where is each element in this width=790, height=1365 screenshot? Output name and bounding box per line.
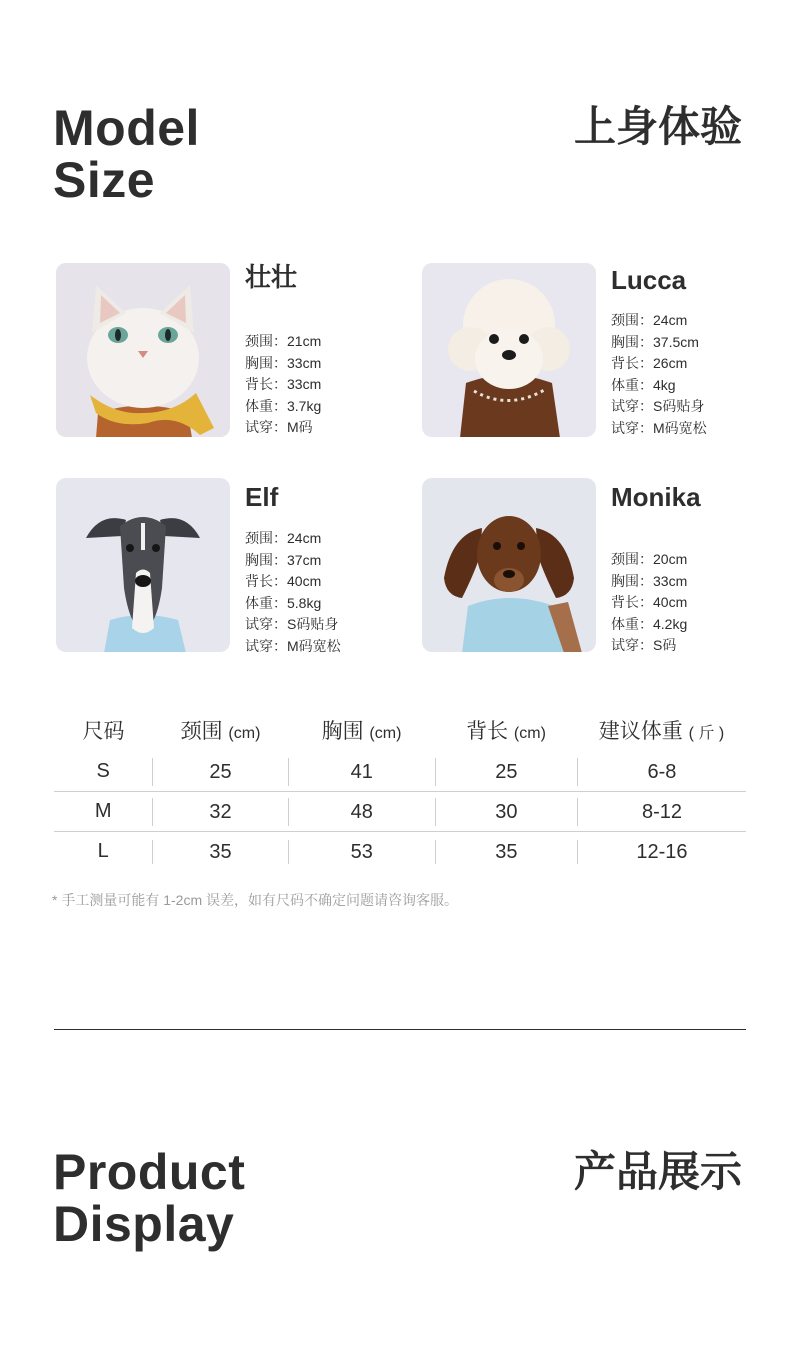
model-size-title-line2: Size	[53, 152, 156, 208]
pet-name-4: Monika	[611, 482, 701, 512]
pet-stat: 胸围：37cm	[245, 551, 322, 568]
pet-stats-3	[245, 528, 341, 657]
pet-stat: 颈围：24cm	[611, 312, 688, 328]
pet-stat: 背长：26cm	[611, 355, 688, 371]
pet-name-1: 壮壮	[245, 262, 298, 292]
pet-stat: 胸围：33cm	[611, 572, 688, 589]
pet-photo-cat	[56, 263, 230, 437]
pet-stat: 颈围：24cm	[245, 530, 322, 546]
measurement-note: * 手工测量可能有 1-2cm 误差，如有尺码不确定问题请咨询客服。	[52, 892, 459, 908]
header-back: 背长 (cm)	[466, 720, 546, 743]
pet-stat: 颈围：21cm	[245, 333, 322, 349]
table-cell: 25	[435, 758, 577, 786]
pet-stat: 体重：5.8kg	[245, 594, 322, 611]
table-row	[54, 831, 746, 871]
header-chest: 胸围 (cm)	[321, 720, 402, 743]
header-weight: 建议体重 ( 斤 )	[598, 720, 725, 743]
pet-stat: 胸围：37.5cm	[611, 333, 699, 350]
poodle-illustration	[422, 263, 596, 437]
greyhound-illustration	[56, 478, 230, 652]
pet-photo-dachshund	[422, 478, 596, 652]
product-display-title-zh: 产品展示	[573, 1148, 742, 1195]
table-cell: 53	[288, 840, 435, 864]
product-display-title	[53, 1146, 245, 1250]
table-cell: 12-16	[577, 840, 746, 864]
table-cell: M	[94, 800, 112, 822]
table-row	[54, 752, 746, 791]
pet-stat: 体重：4.2kg	[611, 615, 688, 632]
pet-stat: 试穿：M码宽松	[245, 637, 341, 654]
pet-stat: 颈围：20cm	[611, 551, 688, 567]
pet-stat: 试穿：S码贴身	[611, 398, 705, 414]
header-neck: 颈围 (cm)	[180, 720, 261, 743]
pet-stat: 胸围：33cm	[245, 354, 322, 371]
table-cell: 8-12	[577, 798, 746, 826]
table-row	[54, 791, 746, 831]
model-size-title-line1: Model	[53, 100, 200, 156]
pet-stats-2	[611, 310, 707, 439]
section-divider	[54, 1029, 746, 1030]
table-cell: 30	[435, 798, 577, 826]
pet-stat: 背长：40cm	[245, 573, 322, 589]
dachshund-illustration	[422, 478, 596, 652]
table-cell: 35	[152, 840, 287, 864]
product-display-title-line2: Display	[53, 1196, 235, 1252]
table-cell: 48	[288, 798, 435, 826]
cat-illustration	[56, 263, 230, 437]
pet-stat: 背长：40cm	[611, 594, 688, 610]
header-size: 尺码	[82, 720, 125, 743]
table-cell: 25	[152, 758, 287, 786]
pet-name-2: Lucca	[611, 265, 687, 295]
table-cell: 6-8	[577, 758, 746, 786]
table-cell: L	[97, 840, 109, 862]
size-table-header	[54, 708, 746, 752]
table-cell: S	[96, 760, 110, 782]
size-chart-table	[54, 708, 746, 871]
pet-stat: 试穿：S码	[611, 637, 677, 653]
size-table-body	[54, 752, 746, 871]
pet-stats-1	[245, 331, 321, 439]
product-display-title-line1: Product	[53, 1144, 246, 1200]
table-cell: 41	[288, 758, 435, 786]
pet-name-3: Elf	[245, 482, 279, 512]
table-cell: 32	[152, 798, 287, 826]
pet-stat: 体重：3.7kg	[245, 397, 322, 414]
pet-stat: 试穿：M码	[245, 419, 313, 435]
pet-photo-poodle	[422, 263, 596, 437]
pet-photo-greyhound	[56, 478, 230, 652]
pet-stat: 背长：33cm	[245, 376, 322, 392]
table-cell: 35	[435, 840, 577, 864]
pet-stat: 试穿：M码宽松	[611, 419, 707, 436]
model-size-title	[53, 102, 200, 206]
model-size-title-zh: 上身体验	[573, 103, 742, 150]
pet-stat: 试穿：S码贴身	[245, 616, 339, 632]
pet-stats-4	[611, 549, 687, 657]
pet-stat: 体重：4kg	[611, 376, 676, 393]
